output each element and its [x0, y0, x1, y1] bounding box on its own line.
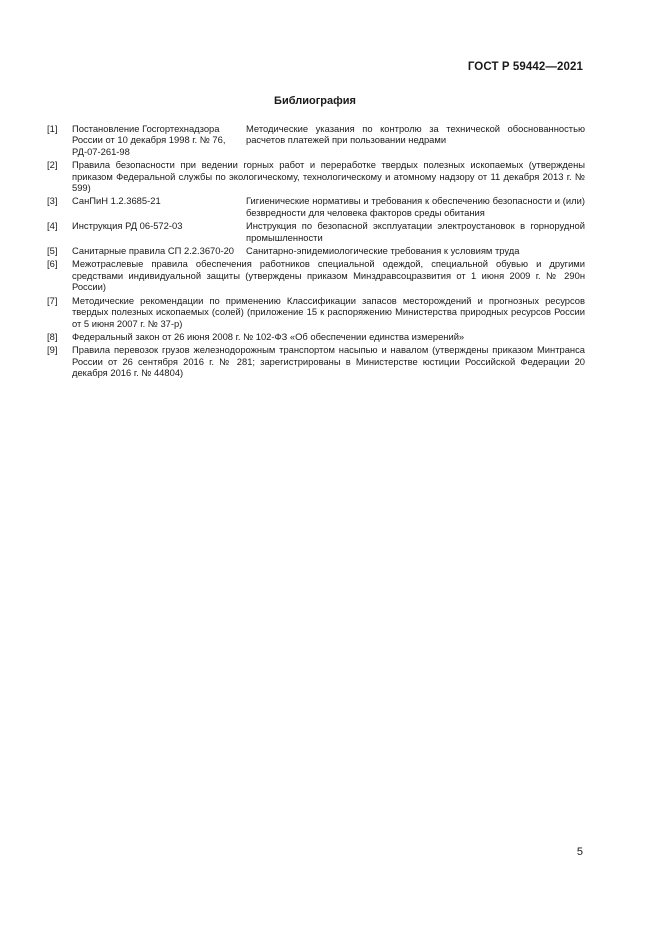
reference-4 [47, 220, 585, 243]
reference-source: СанПиН 1.2.3685-21 [72, 195, 161, 207]
reference-number: [9] [47, 344, 58, 356]
reference-number: [4] [47, 220, 58, 232]
reference-text: Межотраслевые правила обеспечения работников специальной одеждой, специальной обувью и другими средствами индивидуальной защиты (утверждены приказом Минздравсоцразвития от 1 июня 2009 г. № 290н России) [72, 258, 585, 293]
reference-2 [47, 159, 585, 193]
reference-3 [47, 195, 585, 218]
reference-text: Методические рекомендации по применению Классификации запасов месторождений и прогнозных ресурсов твердых полезных ископаемых (солей) (приложение 15 к распоряжению Министерства природных ресурсов России от 5 июня 2007 г. № 37-р) [72, 294, 585, 329]
reference-number: [3] [47, 195, 58, 207]
page-number: 5 [576, 846, 583, 858]
reference-1 [47, 123, 585, 157]
reference-6 [47, 258, 585, 292]
reference-number: [6] [47, 258, 58, 270]
reference-source: Постановление Госгортехнадзора России от 10 декабря 1998 г. № 76, РД-07-261-98 [72, 123, 226, 157]
reference-source: Инструкция РД 06-572-03 [72, 220, 183, 232]
reference-number: [1] [47, 123, 58, 134]
document-code: ГОСТ Р 59442—2021 [467, 61, 583, 73]
reference-number: [7] [47, 294, 58, 306]
reference-number: [2] [47, 159, 58, 171]
reference-title: Гигиенические нормативы и требования к обеспечению безопасности и (или) безвредности для человека факторов среды обитания [246, 195, 585, 218]
reference-8 [47, 331, 585, 342]
reference-title: Санитарно-эпидемиологические требования к условиям труда [246, 245, 520, 257]
reference-text: Правила безопасности при ведении горных работ и переработке твердых полезных ископаемых (утверждены приказом Федеральной службы по экологическому, технологическому и атомному надзору от 11 декабря 2013 г. № 599) [72, 159, 585, 194]
bibliography-heading: Библиография [274, 95, 356, 107]
reference-7 [47, 295, 585, 329]
reference-title: Инструкция по безопасной эксплуатации электроустановок в горнорудной промышленности [246, 220, 585, 243]
reference-5 [47, 245, 585, 256]
reference-text: Правила перевозок грузов железнодорожным транспортом насыпью и навалом (утверждены приказом Минтранса России от 26 сентября 2016 г. № 281; зарегистрированы в Министерстве юстиции Российской Федерации 20 декабря 2016 г. № 44804) [72, 344, 585, 379]
bibliography-list [47, 123, 585, 381]
reference-9 [47, 344, 585, 378]
reference-source: Санитарные правила СП 2.2.3670-20 [72, 245, 235, 257]
reference-number: [5] [47, 245, 58, 257]
reference-text: Федеральный закон от 26 июня 2008 г. № 102-ФЗ «Об обеспечении единства измерений» [72, 330, 465, 342]
reference-title: Методические указания по контролю за технической обоснованностью расчетов платежей при пользовании недрами [246, 123, 585, 146]
reference-number: [8] [47, 330, 58, 342]
